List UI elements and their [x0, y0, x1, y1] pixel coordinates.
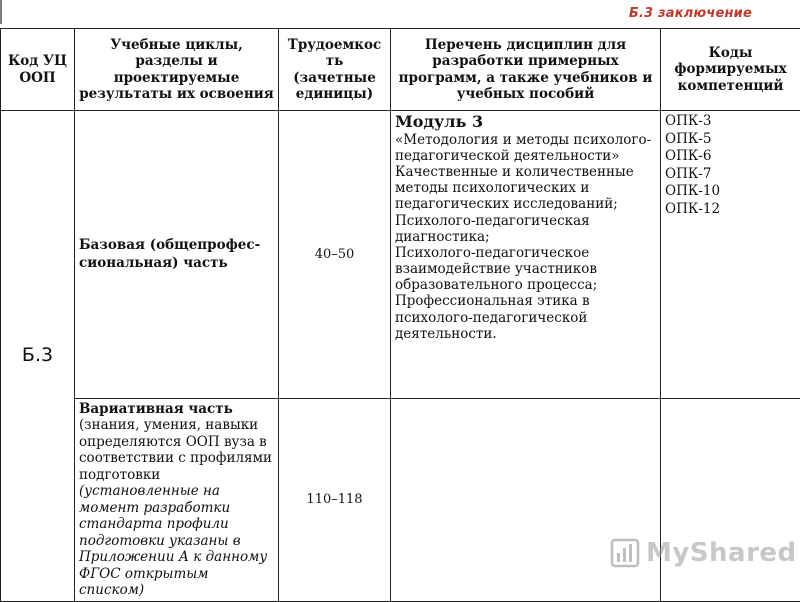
cycle-code: Б.3 — [1, 111, 75, 602]
table-header-row — [1, 29, 800, 111]
list-item: ОПК-7 — [665, 166, 796, 184]
module-title: Модуль 3 — [395, 113, 656, 131]
list-item: Качественные и количественные методы психологических и педагогических исследований; — [395, 164, 656, 213]
module-name: «Методология и методы психолого-педагогической деятельности» — [395, 132, 656, 164]
header-competencies: Коды формируемых компетенций — [661, 29, 800, 111]
variable-part-cell — [75, 399, 279, 602]
list-item: Психолого-педагогическая диагностика; — [395, 213, 656, 245]
slide-title: Б.3 заключение — [629, 6, 752, 21]
list-item: Психолого-педагогическое взаимодействие участников образовательного процесса; — [395, 245, 656, 294]
watermark-text: MyShared — [646, 538, 797, 568]
variable-competencies-cell — [661, 399, 800, 602]
header-credits: Трудоемкос ть (зачетные единицы) — [279, 29, 391, 111]
competency-list — [665, 113, 796, 218]
list-item: Профессиональная этика в психолого-педагогической деятельности. — [395, 293, 656, 342]
watermark — [610, 538, 797, 568]
variable-disciplines-cell — [391, 399, 661, 602]
disciplines-cell — [391, 111, 661, 399]
discipline-list — [395, 164, 656, 342]
list-item: ОПК-10 — [665, 183, 796, 201]
competencies-cell — [661, 111, 800, 399]
header-divider — [0, 0, 2, 24]
base-part-credits: 40–50 — [279, 111, 391, 399]
table-row — [1, 111, 800, 399]
header-cycles: Учебные циклы, разделы и проектируемые результаты их освоения — [75, 29, 279, 111]
chart-logo-icon — [610, 538, 640, 568]
header-code: Код УЦ ООП — [1, 29, 75, 111]
variable-part-note: (установленные на момент разработки стандарта профили подготовки указаны в Приложении А к данному ФГОС открытым списком) — [79, 483, 267, 598]
base-part-label: Базовая (общепрофес-сиональная) часть — [75, 111, 279, 399]
curriculum-table — [0, 28, 800, 602]
list-item: ОПК-6 — [665, 148, 796, 166]
header-disciplines: Перечень дисциплин для разработки примерных программ, а также учебников и учебных пособий — [391, 29, 661, 111]
variable-part-text: (знания, умения, навыки определяются ООП вуза в соответствии с профилями подготовки — [79, 417, 272, 482]
variable-part-label: Вариативная часть — [79, 401, 233, 417]
list-item: ОПК-5 — [665, 131, 796, 149]
list-item: ОПК-3 — [665, 113, 796, 131]
table-row — [1, 399, 800, 602]
list-item: ОПК-12 — [665, 201, 796, 219]
variable-part-credits: 110–118 — [279, 399, 391, 602]
